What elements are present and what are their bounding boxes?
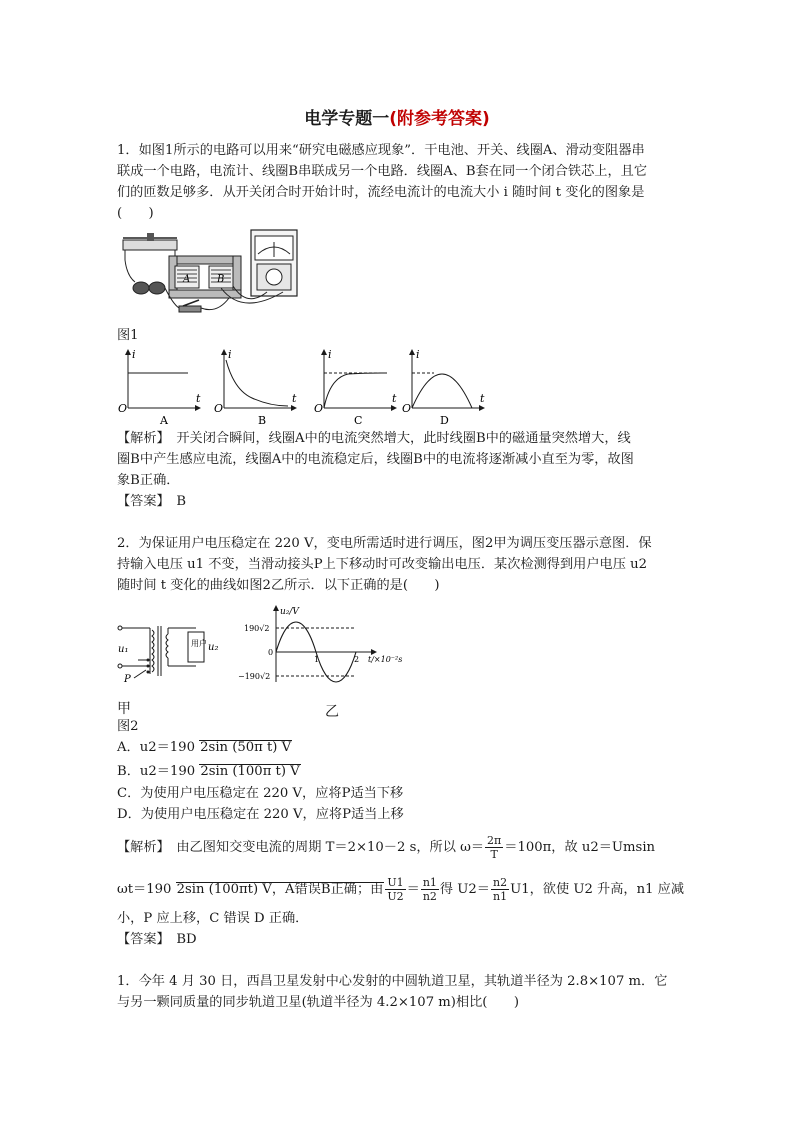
svg-text:1: 1 [314, 655, 320, 664]
svg-text:t: t [196, 392, 201, 405]
svg-text:190√2: 190√2 [244, 624, 270, 633]
svg-text:u₂: u₂ [208, 642, 219, 653]
svg-text:用户: 用户 [191, 639, 207, 648]
fig2-jia-label: 甲 [117, 701, 131, 717]
fig2-yi-label: 乙 [325, 704, 339, 720]
q2-option-c[interactable]: C．为使用户电压稳定在 220 V，应将P适当下移 [117, 786, 404, 801]
fig1-caption: 图1 [117, 328, 139, 343]
svg-text:t: t [392, 392, 397, 405]
transformer-diagram [114, 616, 224, 688]
graph-d [402, 348, 485, 426]
q1-answer: 【答案】 B [117, 494, 187, 509]
current-time-graphs [112, 346, 492, 426]
svg-text:O: O [118, 402, 128, 415]
q3-stem-line-2: 与另一颗同质量的同步轨道卫星(轨道半径为 4.2×107 m)相比( ) [117, 995, 519, 1010]
q1-stem-line-4: ( ) [117, 206, 154, 221]
graph-b [214, 348, 297, 426]
svg-text:t: t [480, 392, 485, 405]
q2-analysis-line-3: 小，P 应上移，C 错误 D 正确． [117, 911, 309, 926]
q2-analysis-line-2: ωt＝190 2sin (100πt) V，A错误B正确；由 $\frac{U1}{U2}$ ＝ $\frac{n1}{n2}$ 得 U2＝ $\frac{n2}{n1}$ U1，欲使 U2 升高，n1 应减 [117, 876, 685, 903]
q1-stem-line-3: 们的匝数足够多．从开关闭合时开始计时，流经电流计的电流大小 i 随时间 t 变化的图象是 [117, 185, 645, 200]
coil-b-label: B [217, 274, 225, 285]
svg-text:i: i [328, 348, 332, 361]
svg-text:i: i [132, 348, 136, 361]
graph-a-label: A [160, 414, 168, 426]
graph-a [118, 348, 201, 426]
q1-analysis-line-2: 圈B中产生感应电流，线圈A中的电流稳定后，线圈B中的电流将逐渐减小直至为零，故图 [117, 452, 634, 467]
svg-text:t: t [292, 392, 297, 405]
q2-option-d[interactable]: D．为使用户电压稳定在 220 V，应将P适当上移 [117, 807, 404, 822]
svg-text:u₂/V: u₂/V [280, 607, 299, 617]
circuit-apparatus-figure [117, 226, 303, 318]
graph-c [314, 348, 397, 426]
svg-text:O: O [214, 402, 224, 415]
svg-text:O: O [314, 402, 324, 415]
fig2-caption: 图2 [117, 719, 139, 734]
q2-stem-line-1: 2．为保证用户电压稳定在 220 V，变电所需适时进行调压，图2甲为调压变压器示意图．保 [117, 536, 652, 551]
q2-stem-line-3: 随时间 t 变化的曲线如图2乙所示．以下正确的是( ) [117, 578, 440, 593]
q1-stem-line-2: 联成一个电路，电流计、线圈B串联成另一个电路．线圈A、B套在同一个闭合铁芯上，且它 [117, 164, 648, 179]
page-title: 电学专题一(附参考答案) [304, 109, 490, 129]
svg-text:O: O [402, 402, 412, 415]
q1-analysis-line-3: 象B正确． [117, 473, 180, 488]
graph-c-label: C [354, 414, 363, 426]
q2-stem-line-2: 持输入电压 u1 不变，当滑动接头P上下移动时可改变输出电压．某次检测得到用户电压 u2 [117, 557, 647, 572]
svg-text:2: 2 [354, 655, 360, 664]
title-answer-note: (附参考答案) [389, 109, 490, 129]
svg-text:u₁: u₁ [118, 644, 129, 655]
q1-stem-line-1: 1．如图1所示的电路可以用来“研究电磁感应现象”．干电池、开关、线圈A、滑动变阻器串 [117, 143, 645, 158]
svg-text:P: P [124, 674, 131, 685]
q2-answer: 【答案】 BD [117, 932, 197, 947]
svg-text:t/×10⁻²s: t/×10⁻²s [368, 655, 403, 664]
q1-analysis-line-1: 【解析】 开关闭合瞬间，线圈A中的电流突然增大，此时线圈B中的磁通量突然增大，线 [117, 431, 631, 446]
graph-b-label: B [258, 414, 267, 426]
coil-a-label: A [183, 274, 191, 285]
q2-option-b[interactable]: B．u2＝190 2sin (100π t) V [117, 764, 300, 779]
svg-text:−190√2: −190√2 [238, 672, 271, 681]
q3-stem-line-1: 1．今年 4 月 30 日，西昌卫星发射中心发射的中圆轨道卫星，其轨道半径为 2.8×107 m．它 [117, 974, 668, 989]
graph-d-label: D [440, 414, 449, 426]
voltage-time-graph [238, 604, 438, 684]
svg-text:i: i [416, 348, 420, 361]
svg-text:i: i [228, 348, 232, 361]
q2-option-a[interactable]: A．u2＝190 2sin (50π t) V [117, 740, 292, 755]
q2-analysis-line-1: 【解析】 由乙图知交变电流的周期 T＝2×10－2 s，所以 ω＝ $\frac{2\pi}{T}$ ＝100π，故 u2＝Umsin [117, 834, 656, 861]
svg-text:0: 0 [268, 648, 274, 657]
